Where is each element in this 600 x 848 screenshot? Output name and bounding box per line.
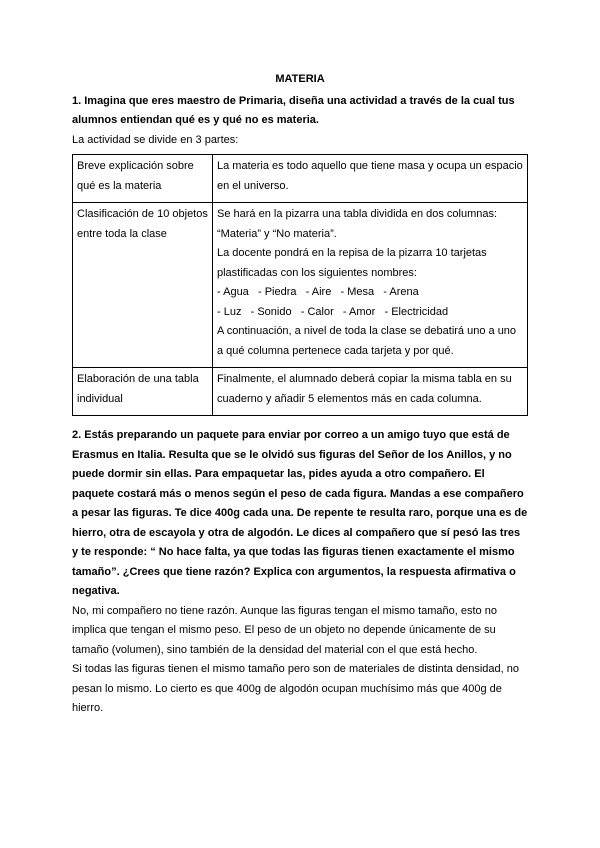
table-cell-content [213,155,528,203]
table-cell-label: Clasificación de 10 objetos entre toda la clase [73,203,213,368]
table-cell-line: - Luz - Sonido - Calor - Amor - Electricidad [217,305,449,318]
table-row [73,368,528,416]
table-cell-line: Se hará en la pizarra una tabla dividida en dos columnas: “Materia” y “No materia”. [217,208,498,240]
table-cell-line: La docente pondrá en la repisa de la pizarra 10 tarjetas plastificadas con los siguientes nombres: [217,247,487,279]
table-cell-content [213,368,528,416]
table-row [73,203,528,368]
table-cell-line: La materia es todo aquello que tiene masa y ocupa un espacio en el universo. [217,160,523,192]
table-cell-line: - Agua - Piedra - Aire - Mesa - Arena [217,286,419,298]
activity-table [72,154,528,416]
table-cell-label: Breve explicación sobre qué es la materia [73,155,213,203]
document-title: MATERIA [275,73,325,85]
question-1-prompt: 1. Imagina que eres maestro de Primaria, diseña una actividad a través de la cual tus alumnos entiendan qué es y qué no es materia. [72,94,515,126]
table-cell-line: Finalmente, el alumnado deberá copiar la misma tabla en su cuaderno y añadir 5 elementos más en cada columna. [217,373,512,405]
table-cell-line: A continuación, a nivel de toda la clase se debatirá uno a uno a qué columna pertenece cada tarjeta y por qué. [217,325,517,357]
document-content [72,70,528,719]
question-2-answer-paragraph: Si todas las figuras tienen el mismo tamaño pero son de materiales de distinta densidad, no pesan lo mismo. Lo cierto es que 400g de algodón ocupan muchísimo más que 400g de hierro. [72,663,519,714]
question-2-answer-paragraph: No, mi compañero no tiene razón. Aunque las figuras tengan el mismo tamaño, esto no implica que tengan el mismo peso. El peso de un objeto no depende únicamente de su tamaño (volumen), sino también de la densidad del material con el que está hecho. [72,604,497,656]
table-cell-content [213,203,528,368]
question-2-prompt: 2. Estás preparando un paquete para enviar por correo a un amigo tuyo que está de Erasmus en Italia. Resulta que se le olvidó sus figuras del Señor de los Anillos, y no puede dormir sin ellas. Para empaquetar las, pides ayuda a otro compañero. El paquete costará más o menos según el peso de cada figura. Mandas a ese compañero a pesar las figuras. Te dice 400g cada una. De repente te resulta raro, porque una es de hierro, otra de escayola y otra de algodón. Le dices al compañero que sí pesó las tres y te responde: “ No hace falta, ya que todas las figuras tienen exactamente el mismo tamaño”. ¿Crees que tiene razón? Explica con argumentos, la respuesta afirmativa o negativa. [72,429,528,597]
table-row [73,155,528,203]
question-1-intro: La actividad se divide en 3 partes: [72,133,239,146]
table-cell-label: Elaboración de una tabla individual [73,368,213,416]
